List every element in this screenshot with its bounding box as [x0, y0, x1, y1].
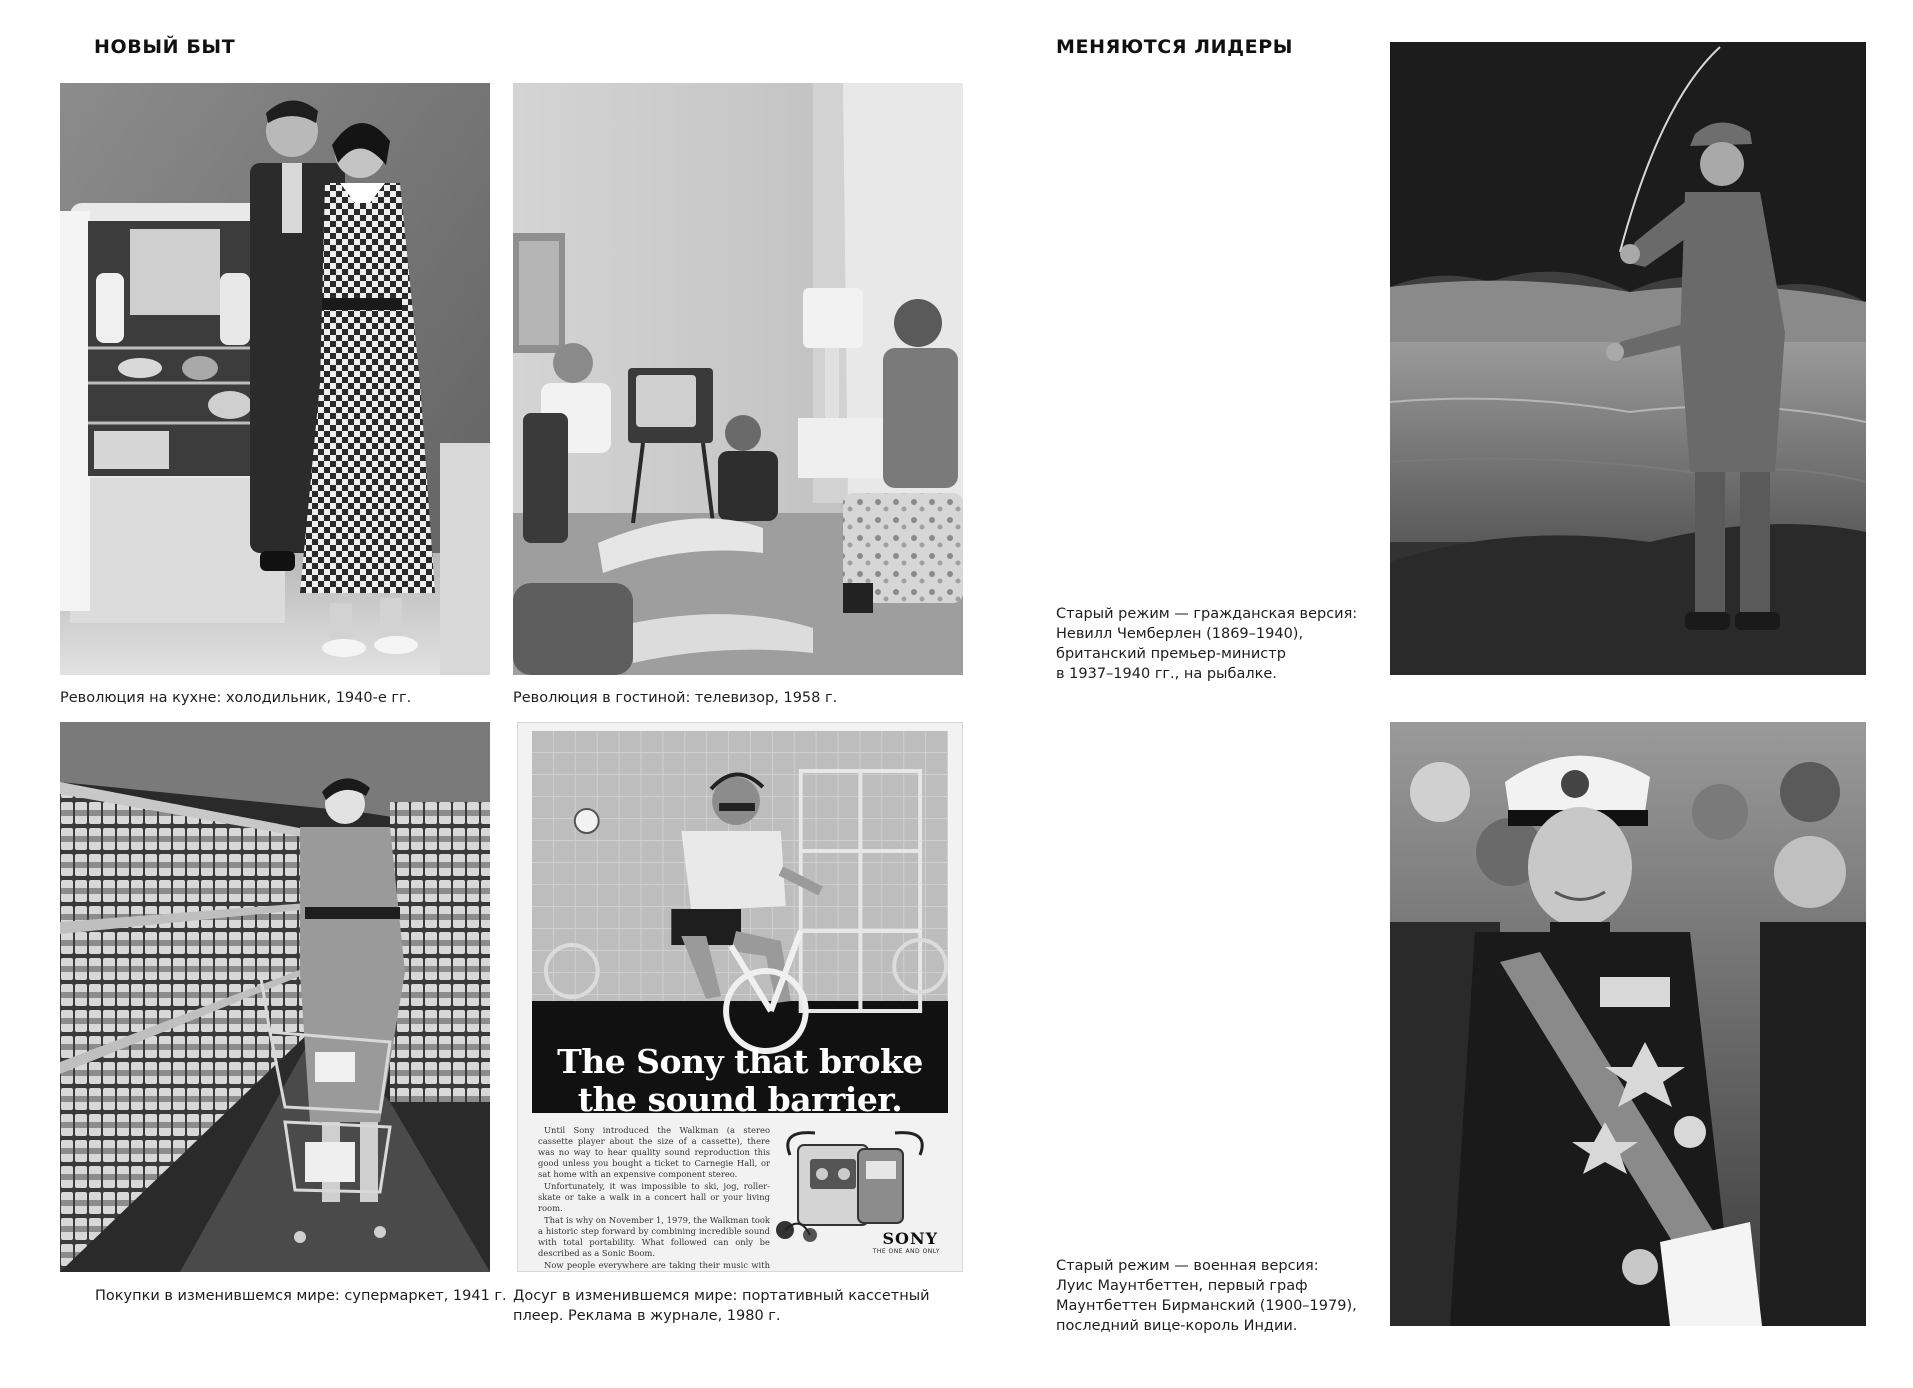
right-section-title: МЕНЯЮТСЯ ЛИДЕРЫ	[1056, 36, 1294, 58]
ad-headline: The Sony that broke the sound barrier.	[557, 1042, 923, 1119]
sony-tagline: THE ONE AND ONLY	[872, 1248, 940, 1255]
living-room-tv-caption: Революция в гостиной: телевизор, 1958 г.	[513, 690, 838, 706]
sony-logo: SONY	[882, 1229, 938, 1248]
chamberlain-fishing-photo	[1390, 42, 1866, 675]
walkman-product-image	[770, 1125, 940, 1243]
kitchen-refrigerator-caption: Революция на кухне: холодильник, 1940-е гг.	[60, 690, 412, 706]
ad-body-copy: Until Sony introduced the Walkman (a stereo cassette player about the size of a cassette), there was no way to hear quality sound reproduction this good unless you bought a ticket to Carnegie Hall, or sat home with an expensive component stereo. Unfortunately, it was impossible to ski, jog, roller-skate or take a walk in a concert hall or your living room. That is why on November 1, 1979, the Walkman took a historic step forward by combining incredible sound with total portability. What followed can only be described as a Sonic Boom. Now people everywhere are taking their music with	[538, 1125, 770, 1270]
supermarket-photo	[60, 722, 490, 1272]
walkman-ad	[517, 722, 963, 1272]
living-room-tv-photo	[513, 83, 963, 675]
chamberlain-fishing-caption: Старый режим — гражданская версия: Невилл Чемберлен (1869–1940), британский премьер-министр в 1937–1940 гг., на рыбалке.	[1056, 606, 1358, 682]
mountbatten-caption: Старый режим — военная версия: Луис Маунтбеттен, первый граф Маунтбеттен Бирманский (1900–1979), последний вице-король Индии.	[1056, 1258, 1357, 1334]
supermarket-caption: Покупки в изменившемся мире: супермаркет, 1941 г.	[95, 1288, 507, 1304]
walkman-ad-caption: Досуг в изменившемся мире: портативный кассетный плеер. Реклама в журнале, 1980 г.	[513, 1288, 930, 1324]
mountbatten-photo	[1390, 722, 1866, 1326]
left-section-title: НОВЫЙ БЫТ	[94, 36, 236, 58]
kitchen-refrigerator-photo	[60, 83, 490, 675]
